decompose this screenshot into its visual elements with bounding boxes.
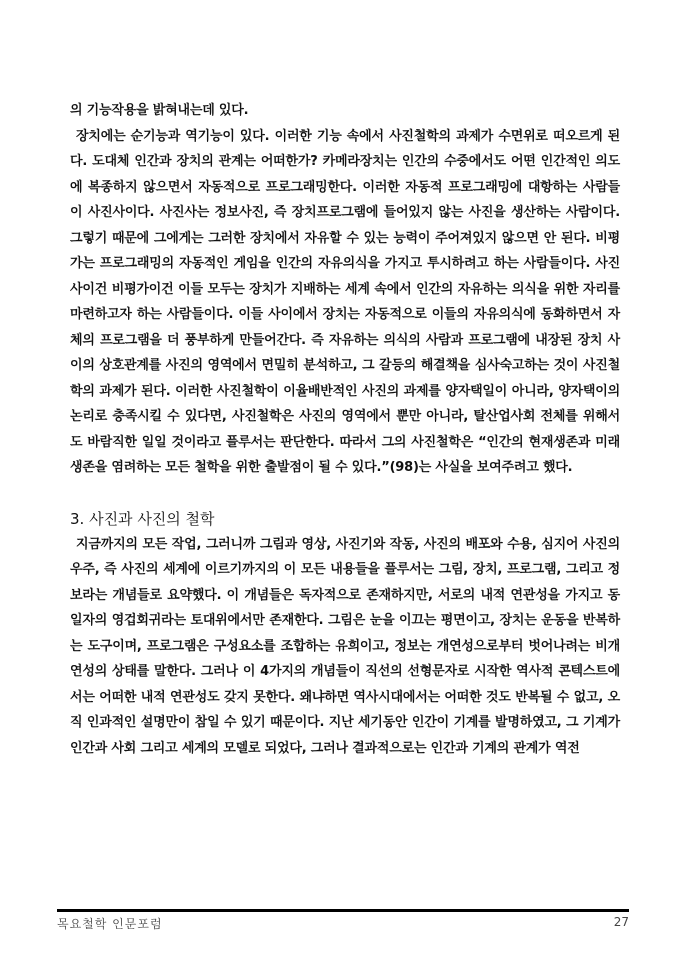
paragraph-1: 의 기능작용을 밝혀내는데 있다. (70, 103, 249, 118)
paragraph-3: 지금까지의 모든 작업, 그러니까 그림과 영상, 사진기와 작동, 사진의 배포와 수용, 심지어 사진의 우주, 즉 사진의 세계에 이르기까지의 이 모든 내용들을 플루서는 그림, 장치, 프로그램, 그리고 정보라는 개념들로 요약했다. 이 개념들은 독자적으로 존재하지만, 서로의 내적 연관성을 가지고 동일자의 영겁회귀라는 토대위에서만 존재한다. 그림은 눈을 이끄는 평면이고, 장치는 운동을 반복하는 도구이며, 프로그램은 구성요소를 조합하는 유희이고, 정보는 개연성으로부터 벗어나려는 비개연성의 상태를 말한다. 그러나 이 4가지의 개념들이 직선의 선형문자로 시작한 역사적 콘텍스트에서는 어떠한 내적 연관성도 갖지 못한다. 왜냐하면 역사시대에서는 어떠한 것도 반복될 수 없고, 오직 인과적인 설명만이 참일 수 있기 때문이다. 지난 세기동안 인간이 기계를 발명하였고, 그 기계가 인간과 사회 그리고 세계의 모델로 되었다, 그러나 결과적으로는 인간과 기계의 관계가 역전 (70, 536, 620, 756)
paragraph-2: 장치에는 순기능과 역기능이 있다. 이러한 기능 속에서 사진철학의 과제가 수면위로 떠오르게 된다. 도대체 인간과 장치의 관계는 어떠한가? 카메라장치는 인간의 수중에서도 어떤 인간적인 의도에 복종하지 않으면서 자동적으로 프로그래밍한다. 이러한 자동적 프로그래밍에 대항하는 사람들이 사진사이다. 사진사는 정보사진, 즉 장치프로그램에 들어있지 않는 사진을 생산하는 사람이다. 그렇기 때문에 그에게는 그러한 장치에서 자유할 수 있는 능력이 주어져있지 않으면 안 된다. 비평가는 프로그래밍의 자동적인 게임을 인간의 자유의식을 가지고 투시하려고 하는 사람들이다. 사진사이건 비평가이건 이들 모두는 장치가 지배하는 세계 속에서 인간의 자유하는 의식을 위한 자리를 마련하고자 하는 사람들이다. 이들 사이에서 장치는 자동적으로 이들의 자유의식에 동화하면서 자체의 프로그램을 더 풍부하게 만들어간다. 즉 자유하는 의식의 사람과 프로그램에 내장된 장치 사이의 상호관계를 사진의 영역에서 면밀히 분석하고, 그 갈등의 해결책을 심사숙고하는 것이 사진철학의 과제가 된다. 이러한 사진철학이 이율배반적인 사진의 과제를 양자택일이 아니라, 양자택이의 논리로 충족시킬 수 있다면, 사진철학은 사진의 영역에서 뿐만 아니라, 탈산업사회 전체를 위해서도 바람직한 일일 것이라고 플루서는 판단한다. 따라서 그의 사진철학은 “인간의 현재생존과 미래생존을 염려하는 모든 철학을 위한 출발점이 될 수 있다.”(98)는 사실을 보여주려고 했다. (70, 128, 621, 475)
section-heading: 3. 사진과 사진의 철학 (70, 509, 215, 528)
footer-title: 목요철학 인문포럼 (57, 917, 163, 931)
footer-rule (57, 909, 629, 912)
section-spacer (70, 481, 620, 506)
page-body (70, 98, 620, 761)
page-number: 27 (613, 915, 629, 929)
